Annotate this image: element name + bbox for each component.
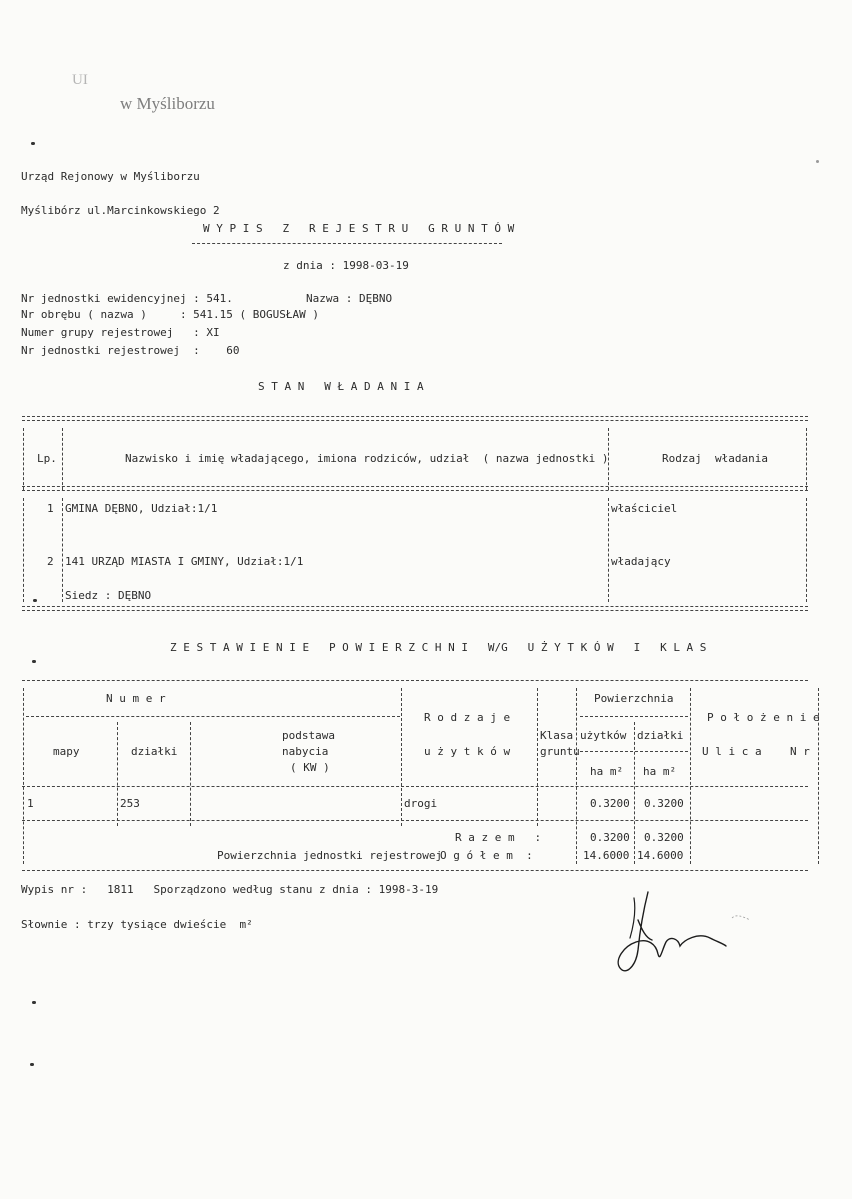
registry-unit-number: Nr jednostki rejestrowej : 60 (21, 344, 240, 357)
title-underline (192, 243, 502, 244)
razem-uzytkow: 0.3200 (590, 831, 630, 844)
owner-row-2-name: 141 URZĄD MIASTA I GMINY, Udział:1/1 (65, 555, 304, 568)
row-dzialki: 253 (120, 797, 140, 810)
unit-number: Nr jednostki ewidencyjnej : 541. (21, 292, 233, 305)
header-podstawa-1: podstawa (282, 729, 335, 742)
header-podstawa-3: ( KW ) (290, 761, 330, 774)
group-number: Numer grupy rejestrowej : XI (21, 326, 220, 339)
summary-title: Z E S T A W I E N I E P O W I E R Z C H N I W/G U Ż Y T K Ó W I K L A S (170, 641, 707, 654)
row-pow-uzytkow: 0.3200 (590, 797, 630, 810)
document-date: z dnia : 1998-03-19 (283, 259, 409, 272)
summary-bottom-rule (22, 870, 808, 871)
owner-row-2-seat: Siedz : DĘBNO (65, 589, 152, 602)
col-type-header: Rodzaj władania (662, 452, 768, 465)
row-pow-dzialki: 0.3200 (644, 797, 684, 810)
header-polozenie: P o ł o ż e n i e (707, 711, 820, 724)
own-vline-lp (62, 428, 63, 490)
wypis-number: Wypis nr : 1811 Sporządzono według stanu z dnia : 1998-3-19 (21, 883, 439, 896)
owner-row-1-type: właściciel (611, 502, 678, 515)
owner-row-1-name: GMINA DĘBNO, Udział:1/1 (65, 502, 218, 515)
numer-underline (26, 716, 400, 717)
sum-vline-left (23, 688, 24, 864)
ownership-top-rule (22, 416, 808, 421)
summary-top-rule (22, 680, 808, 681)
own-body-vline-lp (62, 498, 63, 602)
col-name-header: Nazwisko i imię władającego, imiona rodziców, udział ( nazwa jednostki ) (125, 452, 609, 465)
header-podstawa-2: nabycia (282, 745, 329, 758)
summary-row-rule (22, 820, 808, 821)
header-powierzchnia: Powierzchnia (594, 692, 674, 705)
own-body-vline-right (806, 498, 807, 602)
unit-name: Nazwa : DĘBNO (306, 292, 393, 305)
office-name: Urząd Rejonowy w Myśliborzu (21, 170, 200, 183)
sum-vline-klasa (576, 688, 577, 864)
header-uzytkow: użytków (580, 729, 627, 742)
razem-dzialki: 0.3200 (644, 831, 684, 844)
own-body-vline-type (608, 498, 609, 602)
header-dzialki: działki (131, 745, 178, 758)
row-uzytek: drogi (404, 797, 438, 810)
header-mapy: mapy (53, 745, 80, 758)
precinct-number: Nr obrębu ( nazwa ) : 541.15 ( BOGUSŁAW ) (21, 308, 320, 321)
row-mapy: 1 (27, 797, 34, 810)
razem-label: R a z e m : (455, 831, 542, 844)
ogolem-label: O g ó ł e m : (440, 849, 533, 862)
total-caption: Powierzchnia jednostki rejestrowej (217, 849, 443, 862)
powierzchnia-underline (580, 716, 688, 717)
header-klasa-1: Klasa (540, 729, 574, 742)
header-rodzaje-2: u ż y t k ó w (424, 745, 511, 758)
owner-row-2-type: władający (611, 555, 671, 568)
speck-1 (31, 142, 35, 145)
speck-6 (30, 1063, 34, 1066)
area-subheader-rule (580, 751, 688, 752)
own-vline-right (806, 428, 807, 490)
ownership-header-rule (22, 486, 808, 491)
stamp-line-2: w Myśliborzu (120, 94, 215, 113)
sum-vline-uzytkow (634, 722, 635, 864)
own-body-vline-left (23, 498, 24, 602)
ownership-bottom-rule (22, 606, 808, 611)
speck-2 (816, 160, 819, 163)
owner-row-2-lp: 2 (47, 555, 54, 568)
owner-row-1-lp: 1 (47, 502, 54, 515)
slownie: Słownie : trzy tysiące dwieście m² (21, 918, 253, 931)
sum-vline-dzialki (190, 722, 191, 826)
sum-vline-rodzaje (537, 688, 538, 826)
document-title: W Y P I S Z R E J E S T R U G R U N T Ó W (203, 222, 515, 235)
summary-header-rule (22, 786, 808, 787)
speck-3 (33, 599, 37, 602)
header-ulica: U l i c a (702, 745, 762, 758)
speck-5 (32, 1001, 36, 1004)
signature-mark (600, 880, 780, 990)
ogolem-uzytkow: 14.6000 (583, 849, 630, 862)
col-lp-header: Lp. (37, 452, 57, 465)
office-address: Myślibórz ul.Marcinkowskiego 2 (21, 204, 220, 217)
header-klasa-2: gruntu (540, 745, 580, 758)
header-ha-uzytkow: ha m² (590, 765, 624, 778)
header-nr: N r (790, 745, 810, 758)
ogolem-dzialki: 14.6000 (637, 849, 684, 862)
sum-vline-podstawa (401, 688, 402, 826)
sum-vline-mapy (117, 722, 118, 826)
header-rodzaje-1: R o d z a j e (424, 711, 511, 724)
header-numer: N u m e r (106, 692, 166, 705)
header-dzialki-area: działki (637, 729, 684, 742)
speck-4 (32, 660, 36, 663)
sum-vline-pow (690, 688, 691, 864)
header-ha-dzialki: ha m² (643, 765, 677, 778)
stamp-line-1: UI (72, 72, 88, 88)
own-vline-left (23, 428, 24, 490)
ownership-title: S T A N W Ł A D A N I A (258, 380, 424, 393)
